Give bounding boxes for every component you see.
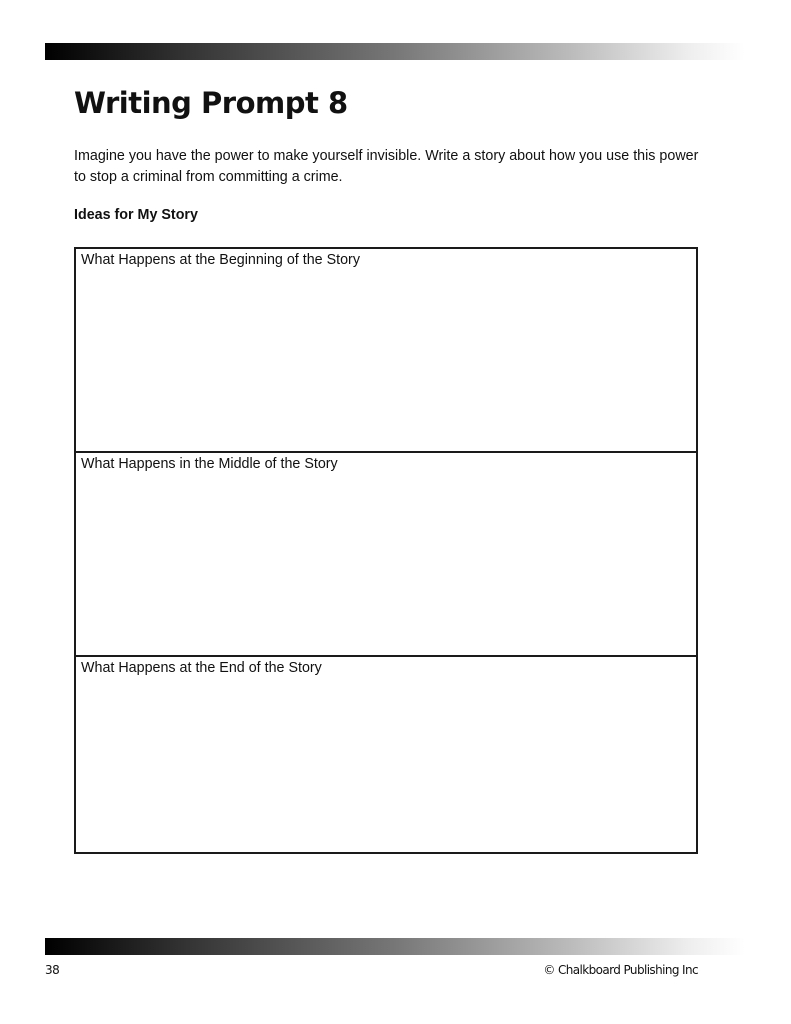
section-beginning[interactable] bbox=[76, 249, 696, 453]
ideas-heading: Ideas for My Story bbox=[74, 207, 198, 223]
story-organizer-box bbox=[74, 247, 698, 854]
section-label: What Happens at the End of the Story bbox=[81, 660, 322, 676]
section-middle[interactable] bbox=[76, 453, 696, 657]
page-number: 38 bbox=[45, 963, 60, 977]
section-end[interactable] bbox=[76, 657, 696, 852]
prompt-text: Imagine you have the power to make yourself invisible. Write a story about how you use this power to stop a criminal from committing a crime. bbox=[74, 148, 699, 185]
section-label: What Happens in the Middle of the Story bbox=[81, 456, 338, 472]
section-label: What Happens at the Beginning of the Story bbox=[81, 252, 360, 268]
page-title: Writing Prompt 8 bbox=[74, 86, 348, 120]
footer-gradient-bar bbox=[45, 938, 745, 955]
header-gradient-bar bbox=[45, 43, 745, 60]
copyright-text: © Chalkboard Publishing Inc bbox=[543, 963, 698, 977]
